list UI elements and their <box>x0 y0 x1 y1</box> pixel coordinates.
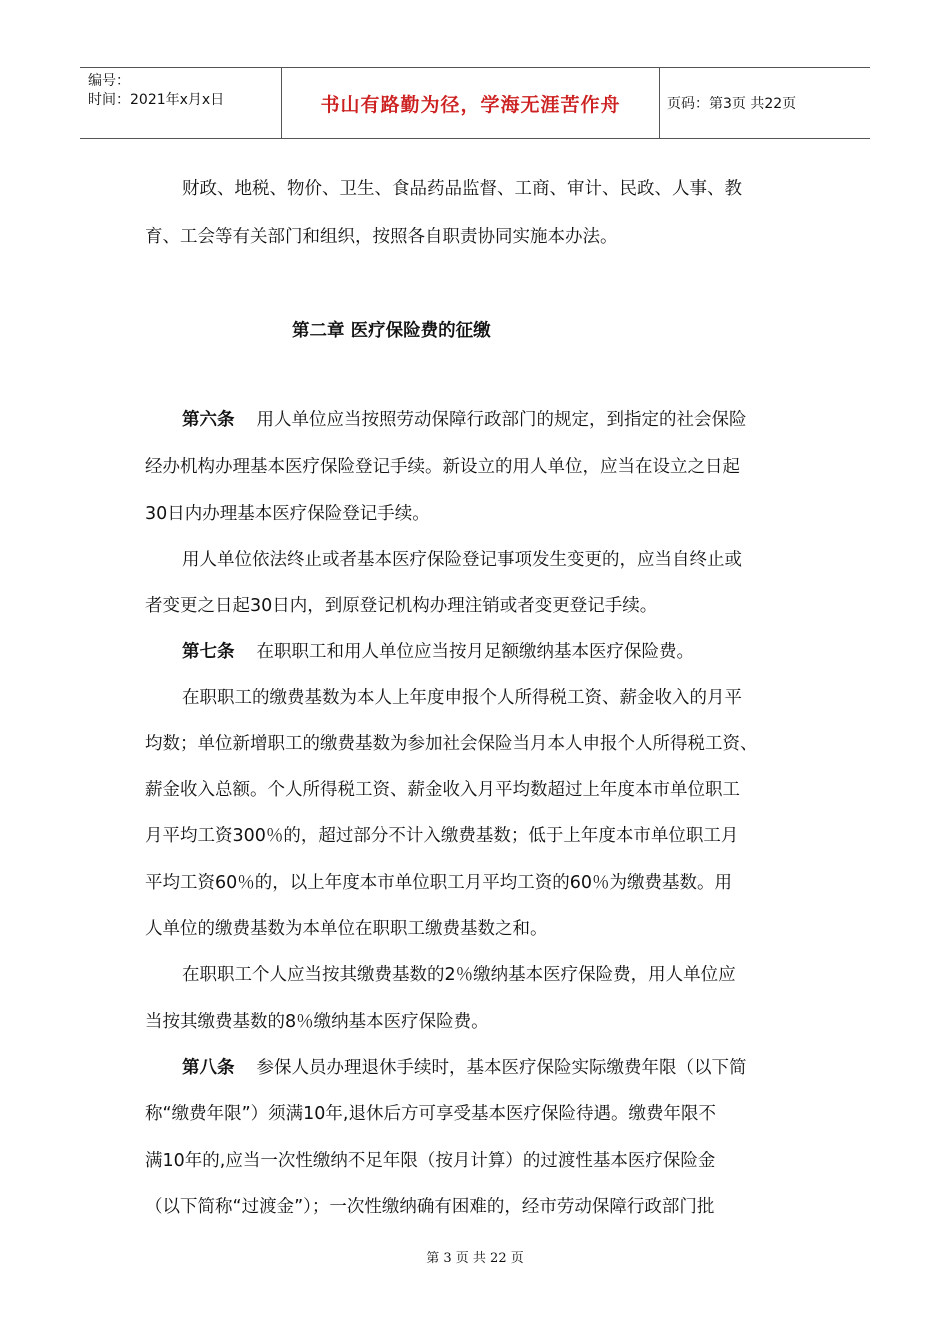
body-line: 用人单位依法终止或者基本医疗保险登记事项发生变更的，应当自终止或 <box>182 550 742 570</box>
article-7-text: 在职职工和用人单位应当按月足额缴纳基本医疗保险费。 <box>256 642 694 662</box>
body-line: 财政、地税、物价、卫生、食品药品监督、工商、审计、民政、人事、教 <box>182 179 742 199</box>
article-6-text: 用人单位应当按照劳动保障行政部门的规定，到指定的社会保险 <box>256 410 747 430</box>
article-8-text: 参保人员办理退休手续时，基本医疗保险实际缴费年限（以下简 <box>256 1058 747 1078</box>
chapter-heading: 第二章 医疗保险费的征缴 <box>292 321 491 341</box>
body-line: 平均工资60％的，以上年度本市单位职工月平均工资的60％为缴费基数。用 <box>145 873 733 893</box>
body-line: 经办机构办理基本医疗保险登记手续。新设立的用人单位，应当在设立之日起 <box>145 457 740 477</box>
header-motto-cell <box>281 68 660 138</box>
body-line: 育、工会等有关部门和组织，按照各自职责协同实施本办法。 <box>145 227 618 247</box>
article-7-label: 第七条 <box>182 642 235 662</box>
body-line: 均数；单位新增职工的缴费基数为参加社会保险当月本人申报个人所得税工资、 <box>145 734 758 754</box>
article-6-first-line <box>182 408 842 432</box>
body-line: 月平均工资300％的，超过部分不计入缴费基数；低于上年度本市单位职工月 <box>145 826 739 846</box>
header-page-info: 页码：第3页 共22页 <box>667 96 797 112</box>
body-line: 满10年的,应当一次性缴纳不足年限（按月计算）的过渡性基本医疗保险金 <box>145 1151 716 1171</box>
body-line: 当按其缴费基数的8％缴纳基本医疗保险费。 <box>145 1012 489 1032</box>
header-page-cell <box>659 68 870 138</box>
article-8-label: 第八条 <box>182 1058 235 1078</box>
body-line: （以下简称“过渡金”）；一次性缴纳确有困难的，经市劳动保障行政部门批 <box>145 1197 715 1217</box>
article-7-first-line <box>182 640 842 664</box>
body-line: 在职职工个人应当按其缴费基数的2％缴纳基本医疗保险费，用人单位应 <box>182 965 736 985</box>
article-8-first-line <box>182 1056 842 1080</box>
page-header <box>80 67 870 139</box>
number-label: 编号： <box>88 73 130 89</box>
body-line: 在职职工的缴费基数为本人上年度申报个人所得税工资、薪金收入的月平 <box>182 688 742 708</box>
body-line: 薪金收入总额。个人所得税工资、薪金收入月平均数超过上年度本市单位职工 <box>145 780 740 800</box>
body-line: 人单位的缴费基数为本单位在职职工缴费基数之和。 <box>145 919 548 939</box>
date-label: 时间：2021年x月x日 <box>88 92 225 108</box>
page-footer: 第 3 页 共 22 页 <box>426 1251 524 1266</box>
body-line: 称“缴费年限”）须满10年,退休后方可享受基本医疗保险待遇。缴费年限不 <box>145 1104 716 1124</box>
body-line: 30日内办理基本医疗保险登记手续。 <box>145 504 430 524</box>
body-line: 者变更之日起30日内，到原登记机构办理注销或者变更登记手续。 <box>145 596 658 616</box>
header-meta <box>80 68 280 138</box>
header-motto: 书山有路勤为径，学海无涯苦作舟 <box>320 93 621 116</box>
article-6-label: 第六条 <box>182 410 235 430</box>
